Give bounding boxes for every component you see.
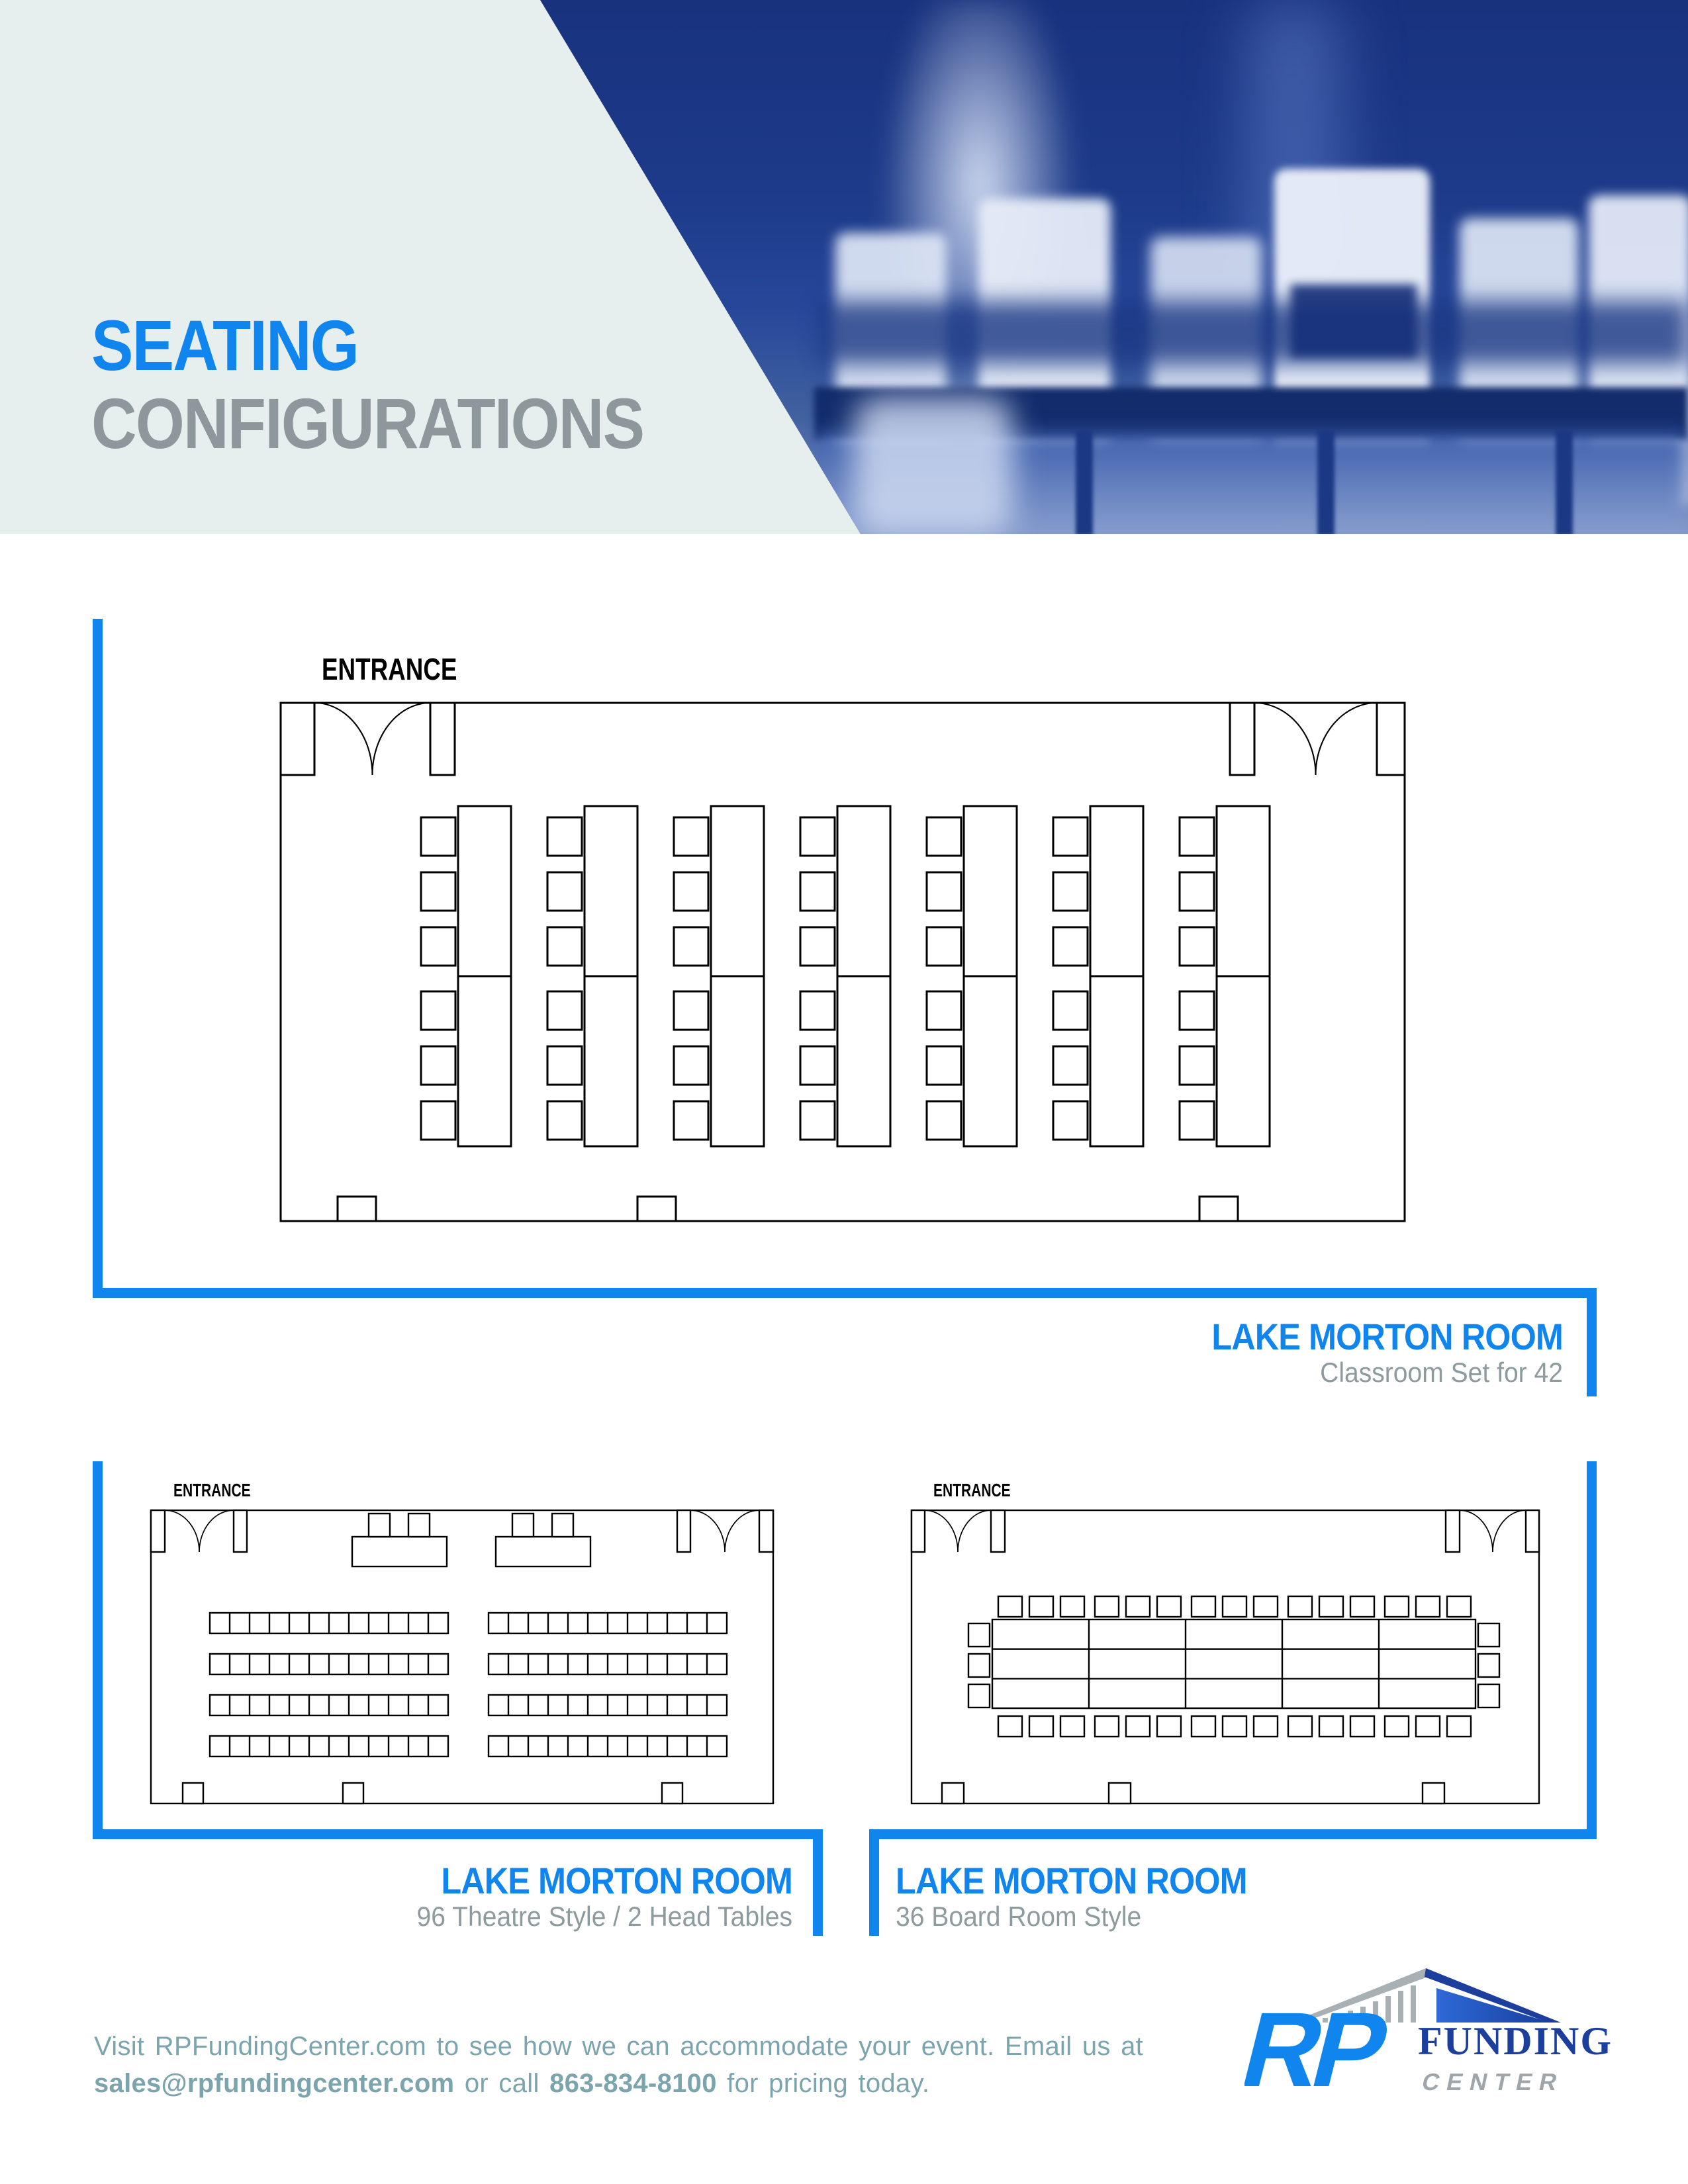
page-title-line1: SEATING xyxy=(91,305,359,385)
theatre-svg xyxy=(148,1508,777,1809)
classroom-border-left xyxy=(93,619,103,1298)
floor-plan-boardroom xyxy=(909,1508,1544,1812)
theatre-border-left xyxy=(93,1461,103,1839)
footer-line1-text: Visit RPFundingCenter.com to see how we can accommodate your event. Email us at xyxy=(94,2032,1144,2061)
footer-line1 xyxy=(94,2033,1143,2060)
rp-funding-center-logo xyxy=(1244,1954,1635,2116)
photo-table-leg-2 xyxy=(1317,430,1335,536)
classroom-config: Classroom Set for 42 xyxy=(1320,1357,1563,1388)
theatre-border-bottom xyxy=(93,1829,823,1839)
boardroom-entrance-label: ENTRANCE xyxy=(933,1480,1011,1500)
floor-plan-theatre xyxy=(148,1508,777,1812)
photo-table-leg-3 xyxy=(1556,430,1573,536)
photo-topping-row xyxy=(821,301,1688,364)
theatre-entrance-label: ENTRANCE xyxy=(173,1480,251,1500)
page-title-line2: CONFIGURATIONS xyxy=(91,383,644,463)
boardroom-svg xyxy=(909,1508,1544,1809)
classroom-svg xyxy=(278,700,1410,1226)
theatre-room-name: LAKE MORTON ROOM xyxy=(441,1860,792,1901)
photo-topping-big-glass xyxy=(1291,285,1417,357)
classroom-border-bottom xyxy=(93,1288,1597,1298)
logo-funding-text: FUNDING xyxy=(1418,2019,1613,2063)
footer-phone: 863-834-8100 xyxy=(549,2069,717,2098)
classroom-border-stub xyxy=(1587,1288,1597,1396)
boardroom-border-right xyxy=(1587,1461,1597,1839)
boardroom-border-bottom xyxy=(869,1829,1597,1839)
theatre-config: 96 Theatre Style / 2 Head Tables xyxy=(416,1901,792,1932)
footer-email: sales@rpfundingcenter.com xyxy=(94,2069,455,2098)
theatre-border-stub xyxy=(813,1829,823,1936)
theatre-label xyxy=(265,1861,792,1933)
boardroom-label xyxy=(896,1861,1491,1933)
floor-plan-classroom xyxy=(278,700,1410,1230)
classroom-room-name: LAKE MORTON ROOM xyxy=(1211,1316,1563,1357)
boardroom-config: 36 Board Room Style xyxy=(896,1901,1142,1932)
logo-center-text: CENTER xyxy=(1419,2068,1568,2095)
footer-line2 xyxy=(94,2070,929,2097)
photo-table-leg-1 xyxy=(1076,430,1093,536)
photo-bottom-highlight xyxy=(854,397,1013,536)
footer-line2-suffix: for pricing today. xyxy=(716,2069,930,2098)
logo-rp-text: RP xyxy=(1244,1991,1395,2109)
logo-graphic xyxy=(1244,1954,1635,2113)
footer-line2-mid: or call xyxy=(454,2069,550,2098)
boardroom-border-stub xyxy=(869,1829,879,1936)
classroom-entrance-label: ENTRANCE xyxy=(322,652,457,686)
boardroom-room-name: LAKE MORTON ROOM xyxy=(896,1860,1247,1901)
classroom-label xyxy=(927,1317,1563,1388)
